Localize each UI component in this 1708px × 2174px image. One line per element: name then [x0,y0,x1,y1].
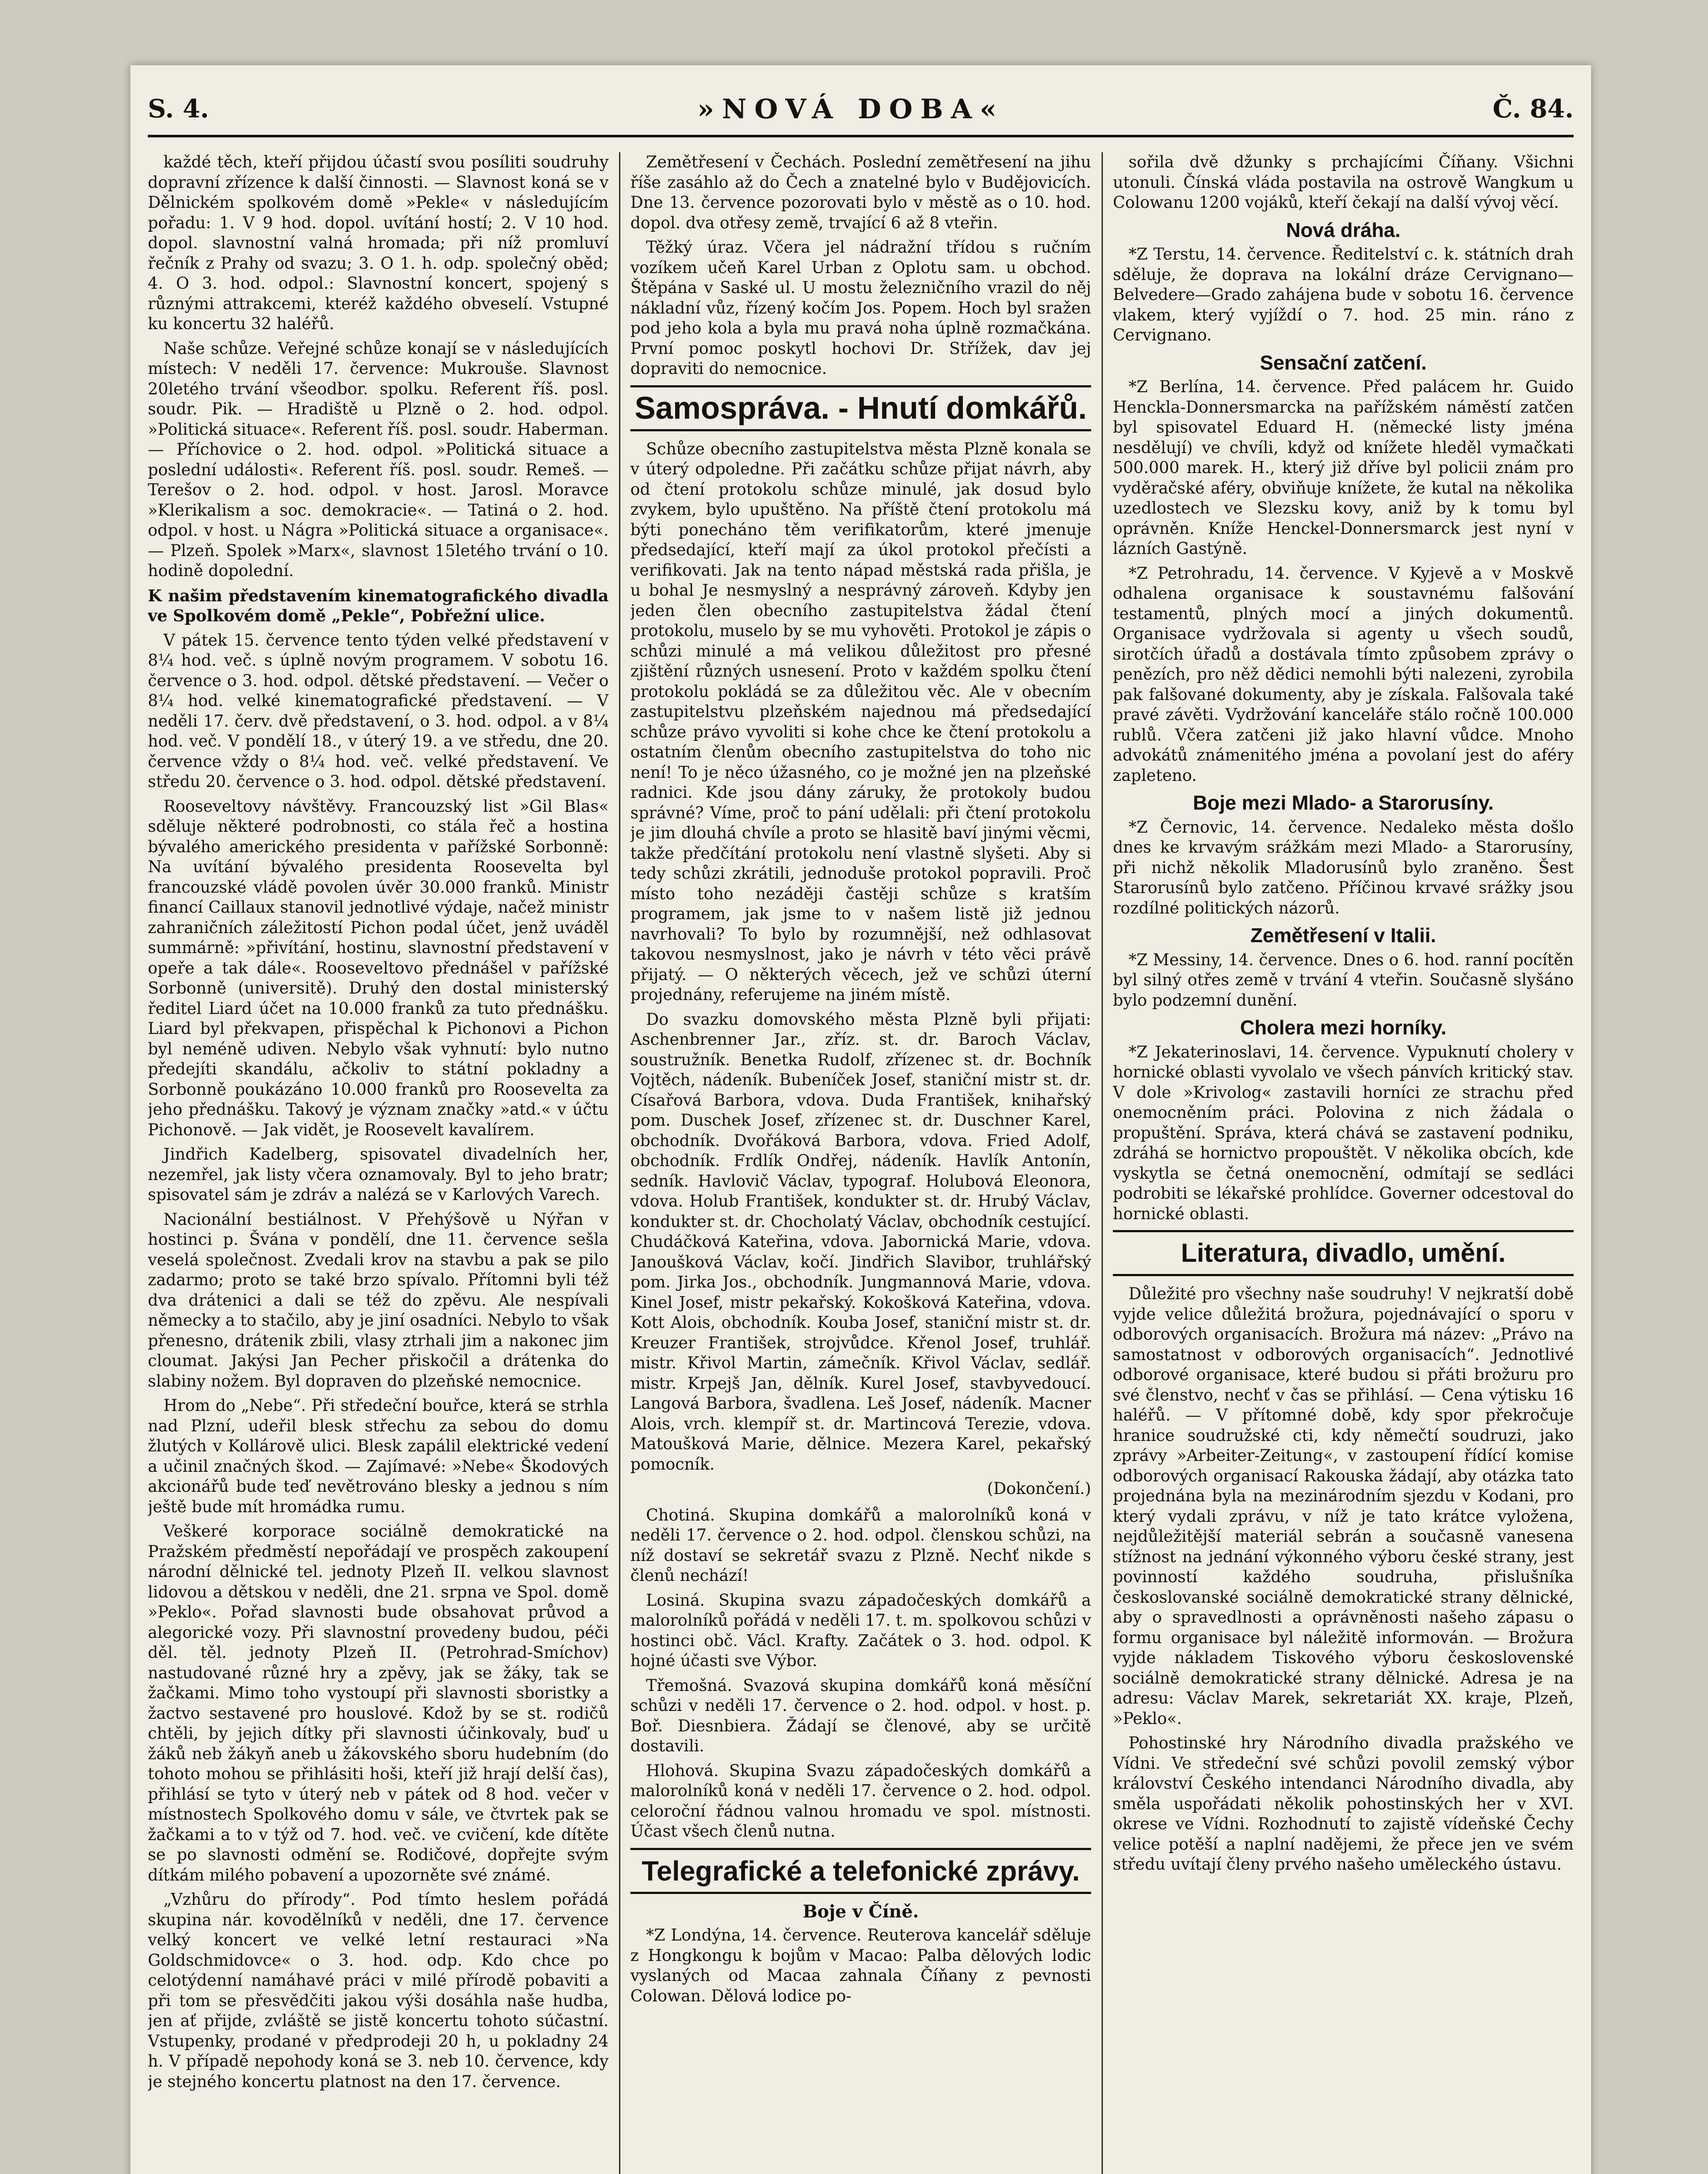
article-paragraph: *Z Londýna, 14. července. Reuterova kancelář sděluje z Hongkongu k bojům v Macao: Palba dělových lodic vyslaných od Macaa zahnala Číňany z pevnosti Colowan. Dělová lodice po- [630,1926,1091,2005]
article-paragraph: *Z Terstu, 14. července. Ředitelství c. k. státních drah sděluje, že doprava na lokální dráze Cervignano—Belvedere—Grado zahájena bude v sobotu 16. července vlakem, který vyjíždí o 7. hod. 25 min. ráno z Cervignano. [1113,245,1574,344]
subheading: Sensační zatčení. [1260,351,1427,374]
column-3 [1113,152,1574,2174]
subheading: Boje mezi Mlado- a Starorusíny. [1193,791,1494,814]
subheading: Zemětřesení v Italii. [1250,924,1436,947]
article-paragraph: každé těch, kteří přijdou účastí svou posíliti soudruhy dopravní zřízence k další činnosti. — Slavnost koná se v Dělnickém spolkovém domě »Pekle« v následujícím pořadu: 1. V 9 hod. dopol. uvítání hostí; 2. V 10 hod. dopol. slavnostní valná hromada; při níž promluví řečník z Prahy od svazu; 3. O 1. h. odp. společný oběd; 4. O 3. hod. odpol.: Slavnostní koncert, spojený s různými attrakcemi, kteréž každého obveselí. Vstupné ku koncertu 32 haléřů. [148,153,609,333]
section-heading-samosprava: Samospráva. - Hnutí domkářů. [630,385,1091,431]
continuation-note: (Dokončení.) [987,1479,1091,1498]
article-paragraph: Nacionální bestiálnost. V Přehýšově u Nýřan v hostinci p. Švána v pondělí, dne 11. července sešla veselá společnost. Zvedali krov na stavbu a pak se pilo zadarmo; proto se také brzo spívalo. Přítomni byli též dva drátenici a dali se též do zpěvu. Ale nespívali německy a to stačilo, aby je jiní osadníci. Nebylo to však přenesno, drátenik zbili, vlasy ztrhali jim a nakonec jim cloumat. Jakýsi Jan Pecher přiskočil a drátenka do slabiny nožem. Byl dopraven do plzeňské nemocnice. [148,1210,609,1390]
article-paragraph: Chotiná. Skupina domkářů a malorolníků koná v neděli 17. července o 2. hod. odpol. členskou schůzi, na níž dostaví se sekretář svazu z Plzně. Nechť nikde s členů nechází! [630,1505,1091,1585]
section-heading-telegraficke: Telegrafické a telefonické zprávy. [630,1848,1091,1894]
article-paragraph: Rooseveltovy návštěvy. Francouzský list »Gil Blas« sděluje některé podrobnosti, co stála řeč a hostina bývalého amerického presidenta v pařížské Sorbonně: Na uvítání bývalého presidenta Roosevelta byl francouzské vládě povolen úvěr 30.000 franků. Ministr financí Caillaux stanovil jednotlivé výdaje, načež ministr zahraničních záležitostí Pichon podal účet, jenž uváděl summárně: »přivítání, hostinu, slavnostní představení v opeře a tak dále«. Rooseveltovo přednášel v pařížské Sorbonně (universitě). Druhý den dostal ministerský ředitel Liard účet na 10.000 franků za tuto přednášku. Liard byl překvapen, přispěchal k Pichonovi a Pichon byl neméně udiven. Nebylo však vyhnutí: bylo nutno předejíti skandálu, ačkoliv to státní pokladny a Sorbonně poukázáno 10.000 franků pro Roosevelta za jeho přednášku. Takový je význam značky »atd.« v účtu Pichonově. — Jak vidět, je Roosevelt kavalírem. [148,797,609,1139]
column-2 [630,152,1091,2174]
article-paragraph: *Z Berlína, 14. července. Před palácem hr. Guido Henckla-Donnersmarcka na pařížském náměstí zatčen byl spisovatel Eduard H. (německé listy jména nesdělují) ve chvíli, když od knížete hleděl vymačkati 500.000 marek. H., který již dříve byl policii znám pro vyděračské aféry, obviňuje knížete, že kutal na několika uzedlostech ve Slezsku kovy, aniž by k tomu byl oprávněn. Kníže Henckel-Donnersmarck jest nyní v lázních Gastýně. [1113,377,1574,558]
article-paragraph: Jindřich Kadelberg, spisovatel divadelních her, nezemřel, jak listy včera oznamovaly. Byl to jeho bratr; spisovatel sám je zdráv a nalézá se v Karlových Varech. [148,1145,609,1204]
article-paragraph: *Z Jekaterinoslavi, 14. července. Vypuknutí cholery v hornické oblasti vyvolalo ve všech pánvích kritický stav. V dole »Krivolog« zastavili horníci ze strachu před onemocněním práci. Polovina z nich žádala o propuštění. Správa, která chává se zastavení podniku, zdráhá se hornictvo propouštět. V několika obcích, kde vyskytla se četná onemocnění, odmítají se sedláci podrobiti se lékařské prohlídce. Governer odcestoval do hornické oblasti. [1113,1042,1574,1223]
article-paragraph: Losiná. Skupina svazu západočeských domkářů a malorolníků pořádá v neděli 17. t. m. spolkovou schůzi v hostinci obč. Václ. Krafty. Začátek o 3. hod. odpol. K hojné účasti sve Výbor. [630,1590,1091,1670]
article-paragraph: sořila dvě džunky s prchajícími Číňany. Všichni utonuli. Čínská vláda postavila na ostrově Wangkum u Colowanu 1200 vojáků, kteří čekají na další vývoj věcí. [1113,153,1574,212]
article-paragraph: Třemošná. Svazová skupina domkářů koná měsíční schůzi v neděli 17. července o 2. hod. odpol. v host. p. Boř. Diesnbiera. Žádají se členové, aby se určitě dostavili. [630,1676,1091,1755]
column-1 [148,152,609,2174]
article-paragraph: *Z Messiny, 14. července. Dnes o 6. hod. ranní pocítěn byl silný otřes země v trvání 4 vteřin. Současně slyšáno bylo podzemní dunění. [1113,950,1574,1010]
page-number: S. 4. [148,94,209,123]
article-paragraph: Schůze obecního zastupitelstva města Plzně konala se v úterý odpoledne. Při začátku schůze přijat návrh, aby od čtení protokolu schůze minulé, jak dosud bylo zvykem, bylo upuštěno. Na příště čtení protokolu má býti ponecháno těm verifikatorům, které jmenuje předsedající, kteří mají za úkol protokol přečísti a verifikovati. Jak na tento nápad městská rada přišla, je u bohal Je nesmyslný a nesprávný zároveň. Kdyby jen jeden člen obecního zastupitelstva žádal čtení protokolu, muselo by se mu vyhověti. Protokol je zápis o schůzi minulé a má velikou důležitost pro přesné zjištění různých usnesení. Proto v každém spolku čtení protokolu pokládá se za důležitou věc. Ale v obecním zastupitelstvu plzeňském najednou má předsedající schůze právo vyvoliti si kohe chce ke čtení protokolu a ostatním členům obecního zastupitelstva do toho nic není! To je něco úžasného, co je možné jen na plzeňské radnici. Kde jsou dány záruky, že protokoly budou správné? Víme, proč to pání udělali: při čtení protokolu je jim dlouhá chvíle a proto se hlasitě baví jinými věcmi, takže předčítání protokolu není vlastně slyšeti. Aby si tedy schůzi zkrátili, jednoduše protokol popravili. Proč místo toho nezáději častěji schůze s kratším programem, jak jsme to v našem listě již jednou navrhovali? To bylo by rozumnější, než odhlasovat takovou nesmyslnost, jako je návrh v této věci právě přijatý. — O některých věcech, jež ve schůzi úterní projednány, referujeme na jiném místě. [630,439,1091,1004]
article-paragraph: Naše schůze. Veřejné schůze konají se v následujících místech: V neděli 17. července: Mukrouše. Slavnost 20letého trvání všeodbor. spolku. Referent říš. posl. soudr. Pik. — Hradiště u Plzně o 2. hod. odpol. »Politická situace«. Referent říš. posl. soudr. Haberman. — Příchovice o 2. hod. odpol. »Politická situace a poslední události«. Referent říš. posl. soudr. Remeš. — Terešov o 2. hod. odpol. v host. Jarosl. Moravce »Klerikalism a soc. demokracie«. — Tatiná o 2. hod. odpol. v host. u Nágra »Politická situace a organisace«. — Plzeň. Spolek »Marx«, slavnost 15letého trvání o 10. hodině dopolední. [148,339,609,580]
column-rule [619,152,620,2174]
article-paragraph: Těžký úraz. Včera jel nádražní třídou s ručním vozíkem učeň Karel Urban z Oplotu sam. u obchod. Štěpána v Saské ul. U mostu železničního vrazil do něj nákladní vůz, řízený kočím Jos. Popem. Hoch byl sražen pod jeho kola a byla mu pravá noha úplně rozmačkána. První pomoc poskytl hochovi Dr. Střížek, dav jej dopraviti do nemocnice. [630,238,1091,378]
article-paragraph: *Z Černovic, 14. července. Nedaleko města došlo dnes ke krvavým srážkám mezi Mlado- a Starorusíny, při nichž několik Mladorusínů bylo zraněno. Šest Starorusínů bylo zatčeno. Příčinou krvavé srážky jsou rozdílné politických názorů. [1113,817,1574,917]
subheading: Boje v Číně. [802,1901,919,1922]
article-paragraph: V pátek 15. července tento týden velké představení v 8¼ hod. več. s úplně novým programem. V sobotu 16. července o 3. hod. odpol. dětské představení. — Večer o 8¼ hod. velké kinematografické představení. — V neděli 17. červ. dvě představení, o 3. hod. odpol. a v 8¼ hod. več. V pondělí 18., v úterý 19. a ve středu, dne 20. července vždy o 8¼ hod. več. velké představení. Ve středu 20. července o 3. hod. odpol. dětské představení. [148,630,609,791]
article-paragraph: Důležité pro všechny naše soudruhy! V nejkratší době vyjde velice důležitá brožura, pojednávající o sporu v odborových organisacích. Brožura má název: „Právo na samostatnost v odborových organisacích“. Jednotlivé odborové organisace, které budou si přáti brožuru pro své členstvo, nechť v čas se přihlásí. — Cena výtisku 16 haléřů. — V přítomné době, kdy spor překročuje hranice soudružské cti, kdy němečtí soudruzi, jako zprávy »Arbeiter-Zeitung«, v zastoupení řídící komise odborových organisací Rakouska žádají, aby otázka tato projednána byla na mezinárodním sjezdu v Kodani, pro který vydali zprávu, v níž je tato krátce vyložena, nejdůležitější materiál sebrán a současně vanesena stížnost na jednání výkonného výboru české strany, jest povinností každého soudruha, přislušníka českoslovanské sociálně demokratické strany dělnické, aby o spravedlnosti a oprávněnosti našeho zápasu o formu organisace byl náležitě informován. — Brožura vyjde nákladem Tiskového výboru československé sociálně demokratické strany dělnické. Adresa je na adresu: Václav Marek, sekretariát XX. kraje, Plzeň, »Peklo«. [1113,1284,1574,1728]
masthead-title: »NOVÁ DOBA« [697,93,1005,125]
newspaper-page [130,65,1591,2174]
issue-number: Č. 84. [1492,94,1574,123]
article-paragraph: Veškeré korporace sociálně demokratické na Pražském předměstí nepořádají ve prospěch zakoupení národní dělnické tel. jednoty Plzeň II. velkou slavnost lidovou a dětskou v neděli, dne 21. srpna ve Spol. domě »Peklo«. Pořad slavnosti bude obsahovat průvod a alegorické vozy. Při slavnostní provedeny budou, péči děl. těl. jednoty Plzeň II. (Petrohrad-Smíchov) nastudované různé hry a zpěvy, jak se žáky, tak se žačkami. Mimo toho vystoupí při slavnosti sboristky a žactvo sestavené pro houslové. Kdož by se st. rodičů chtěli, by jejich dítky při slavnosti účinkovaly, buď u žáků neb žákyň aneb u žákovského sboru hudebním (do tohoto mohou se přihlásiti hoši, kteří již hrají delší čas), přihlásí se tyto v úterý neb v pátek od 8 hod. večer v místnostech Spolkového domu v sále, ve čtvrtek pak se žačkami a to v týž od 7. hod. več. ve cvičení, kde dítěte se po slavnosti odmění se. Rodičové, dopřejte svým dítkám milého pobavení a upozorněte své známé. [148,1522,609,1884]
article-paragraph: Hlohová. Skupina Svazu západočeských domkářů a malorolníků koná v neděli 17. července o 2. hod. odpol. celoroční řádnou valnou hromadu ve spol. místnosti. Účast všech členů nutna. [630,1761,1091,1841]
article-paragraph: Pohostinské hry Národního divadla pražského ve Vídni. Ve středeční své schůzi povolil zemský výbor království Českého intendanci Národního divadla, aby směla uspořádati několik pohostinských her v XVI. okrese ve Vídni. Rozhodnutí to zajistě vídeňské Čechy velice potěší a naplní nadějemi, že přece jen ve svém středu uvítají členy prvého našeho uměleckého ústavu. [1113,1734,1574,1874]
article-paragraph: Do svazku domovského města Plzně byli přijati: Aschenbrenner Jar., zříz. st. dr. Baroch Václav, soustružník. Benetka Rudolf, zřízenec st. dr. Bochník Vojtěch, nádeník. Bubeníček Josef, staniční mistr st. dr. Císařová Barbora, vdova. Duda František, knihařský pom. Duschek Josef, zřízenec st. dr. Duschner Karel, obchodník. Dvořáková Barbora, vdova. Fried Adolf, obchodník. Frdlík Ondřej, nádeník. Havlík Antonín, sedník. Havlovič Václav, typograf. Holubová Eleonora, vdova. Holub František, kondukter st. dr. Hrubý Václav, kondukter st. dr. Chocholatý Václav, obchodník cestující. Chudáčková Kateřina, vdova. Jabornická Marie, vdova. Janoušková Václav, kočí. Jindřich Slavibor, truhlářský pom. Jirka Jos., obchodník. Jungmannová Marie, vdova. Kinel Josef, mistr pekařský. Kokošková Kateřina, vdova. Kott Alois, obchodník. Kouba Josef, staniční mistr st. dr. Kreuzer František, strojvůdce. Křenol Josef, truhlář. mistr. Křivol Martin, zámečník. Křivol Václav, sedlář. mistr. Krpejš Jan, dělník. Kurel Josef, stavbyvedoucí. Langová Barbora, švadlena. Leš Josef, nádeník. Macner Alois, vrch. klempíř st. dr. Martincová Terezie, vdova. Matoušková Marie, dělnice. Mezera Karel, pekařský pomocník. [630,1010,1091,1474]
section-heading-literatura: Literatura, divadlo, umění. [1113,1230,1574,1276]
article-paragraph: *Z Petrohradu, 14. července. V Kyjevě a v Moskvě odhalena organisace k soustavnému falšování testamentů, plných mocí a jiných dokumentů. Organisace vydržovala si agenty u všech soudů, sirotčích úřadů a dostávala tímto způsobem zprávy o penězích, pro něž dědici nemohli býti nalezeni, zyrobila pak falšované dokumenty, aby je získala. Falšovala také pravé závěti. Vydržování kanceláře stálo ročně 100.000 rublů. Včera zatčeni již jako hlavní vůdce. Mnoho advokátů známenitého jména a povolaní jest do aféry zapleteno. [1113,564,1574,785]
article-paragraph: Zemětřesení v Čechách. Poslední zemětřesení na jihu říše zasáhlo až do Čech a znatelné bylo v Budějovicích. Dne 13. července pozorovati bylo v městě as o 10. hod. dopol. dva otřesy země, trvající 6 až 8 vteřin. [630,153,1091,232]
subheading: Cholera mezi horníky. [1240,1016,1447,1039]
cinema-heading: K našim představením kinematografického divadla ve Spolkovém domě „Pekle“, Pobřežní ulice. [148,586,609,625]
column-rule [1102,152,1103,2174]
article-paragraph: „Vzhůru do přírody“. Pod tímto heslem pořádá skupina nár. kovodělníků v neděli, dne 17. července velký koncert ve velké letní restauraci »Na Goldschmidovce« o 3. hod. odp. Kdo chce po celotýdenní namáhavé práci v milé přírodě pobaviti a při tom se přesvědčiti jakou výši dosáhla naše hudba, jen ať přijde, zvláště se jistě koncertu tohoto súčastní. Vstupenky, prodané v předprodeji 20 h, u pokladny 24 h. V případě nepohody koná se 3. neb 10. července, kdy je stejného koncertu platnost na den 17. července. [148,1890,609,2091]
page-header [148,83,1574,137]
article-paragraph: Hrom do „Nebe“. Při středeční bouřce, která se strhla nad Plzní, udeřil blesk střechu za sebou do domu žlutých v Kollárově ulici. Blesk zapálil elektrické vedení a učinil značných škod. — Zajímavé: »Nebe« Škodových akcionářů bude teď nevětrováno blesky a jednou s ním ještě bude mít hromádka rumu. [148,1396,609,1516]
subheading: Nová dráha. [1286,218,1401,241]
